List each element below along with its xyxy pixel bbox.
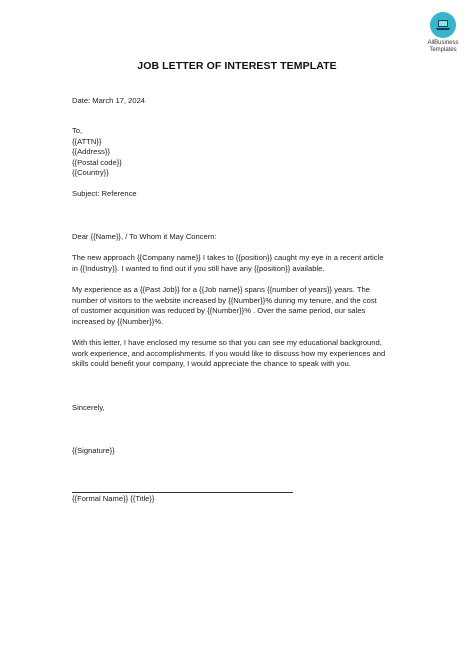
document-title: JOB LETTER OF INTEREST TEMPLATE xyxy=(137,60,337,72)
formal-name: {{Formal Name}} {{Title}} xyxy=(72,494,155,503)
paragraph-3 xyxy=(72,338,412,370)
subject-line: Subject: Reference xyxy=(72,189,137,198)
salutation: Dear {{Name}}, / To Whom it May Concern: xyxy=(72,232,217,241)
signature-placeholder: {{Signature}} xyxy=(72,446,115,455)
recipient-address xyxy=(72,126,412,179)
paragraph-3-line: With this letter, I have enclosed my resume so that you can see my educational background, xyxy=(72,338,382,347)
signature-line xyxy=(72,492,293,493)
paragraph-1-line: The new approach {{Company name}} I takes to {{position}} caught my eye in a recent article xyxy=(72,253,384,262)
address-to: To, xyxy=(72,126,83,135)
brand-name xyxy=(418,40,468,54)
paragraph-3-line: work experience, and accomplishments. If you would like to discuss how my experiences and xyxy=(72,348,386,358)
address-country: {{Country}} xyxy=(72,168,109,178)
address-street: {{Address}} xyxy=(72,147,111,157)
address-postal-code: {{Postal code}} xyxy=(72,157,122,167)
date-line: Date: March 17, 2024 xyxy=(72,96,146,105)
paragraph-2 xyxy=(72,285,412,327)
brand-line-2: Templates xyxy=(429,47,457,53)
brand-line-1: AllBusiness xyxy=(427,40,459,46)
paragraph-2-line: of customer acquisition was reduced by {{Number}}% . Over the same period, our sales xyxy=(72,306,366,316)
brand-logo xyxy=(418,12,468,54)
paragraph-1-line: in {{Industry}}. I wanted to find out if you still have any {{position}} available. xyxy=(72,263,325,273)
paragraph-2-line: increased by {{Number}}%. xyxy=(72,316,164,326)
laptop-icon xyxy=(430,12,456,38)
paragraph-3-line: skills could benefit your company, I would appreciate the chance to speak with you. xyxy=(72,359,351,369)
paragraph-2-line: My experience as a {{Past Job}} for a {{Job name}} spans {{number of years}} years. The xyxy=(72,285,370,294)
address-attn: {{ATTN}} xyxy=(72,136,102,146)
closing: Sincerely, xyxy=(72,403,105,412)
paragraph-1 xyxy=(72,253,412,274)
paragraph-2-line: number of visitors to the website increased by {{Number}}% during my tenure, and the cost xyxy=(72,295,377,305)
